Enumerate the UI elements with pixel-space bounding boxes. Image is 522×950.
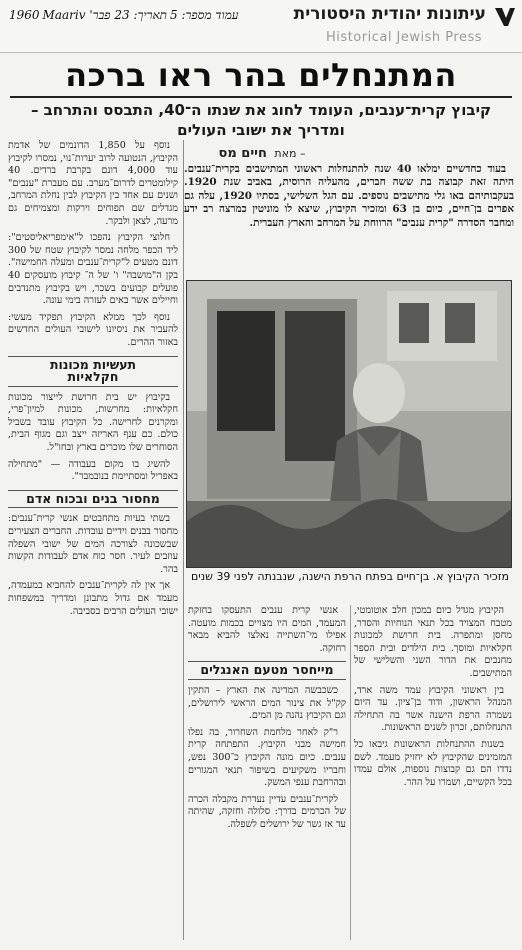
archive-header	[0, 0, 522, 53]
section-heading-shortage: מחסור בנים ובכוח אדם	[8, 490, 178, 509]
main-r-paragraph: בין ראשוני הקיבוץ עמד משה ארד, המנהל הראשון, ודוד בן־ציון. עד היום נשמרה הרפת הישנה אשר בה התחילה התנחלותם, זכרון לשנים הראשונות.	[354, 684, 512, 734]
main-l-paragraph: ר"ק לאחר מלחמת השחרור, בה נפלו חמישה מבני הקיבוץ. התפתחה קרית ענבים. כיום מונה הקיבוץ כ־300 נפש, וחבריו משקיעים בשיפור תנאי המגורים ובהרחבת ענפי המשק.	[188, 726, 346, 789]
archive-name-hebrew: עיתונות יהודית היסטורית	[293, 4, 486, 24]
article-subhead: קיבוץ קרית־ענבים, העומד לחוג את שנתו ה־40, התבסס והתרחב – ומדריך את ישובי העולים	[30, 101, 492, 139]
byline-prefix: – מאת	[274, 147, 306, 160]
main-l-paragraph: אנשי קרית ענבים התעסקו בחזקת המעמד, המים היו מצויים בכמות מועטה. אפילו מי־השתייה נאלצו להביא מבאר רחוקה.	[188, 605, 346, 654]
industry-paragraph: להשיג בו מקום בעבודה — "מתחילה באפריל ומסתיימת בנובמבר".	[8, 458, 178, 483]
jpress-logo-icon	[492, 4, 518, 30]
side-column	[8, 140, 178, 940]
section-heading-water: מייחסר מטעם האנגלים	[188, 661, 346, 680]
article-byline	[162, 146, 362, 161]
source-metadata	[6, 8, 239, 23]
main-r-paragraph: הקיבוץ מגדל כיום במכון חלב אוטומטי, מטבח המצויד בכל תנאי הנוחיות והסדר, מחסן ומתפרה. בית חרושת למכונות חקלאיות ומוסך. בית הילדים ובית הספר מחנכים את הדור השני והשלישי של המתישבים.	[354, 605, 512, 679]
main-l-paragraph: כשכבשה המדינה את הארץ – התקין קק"ל את צינור המים הראשי לירושלים, וגם הקיבוץ נהנה מן המים.	[188, 684, 346, 722]
archive-name-english: Historical Jewish Press	[326, 30, 482, 45]
source-date: תאריך: 23 פבר' 1960	[9, 8, 167, 22]
shortage-paragraph: בשתי בעיות מתחבטים אנשי קרית־ענבים: מחסור בבנים וידיים עובדות. החברים הצעירים שבשכונה לצורכה המים של ישובי השפלה עוזבים לעיר. חסר כוח אדם לעבודות הקשות בהר.	[8, 513, 178, 575]
intro-paragraph: בעוד כחדשיים ימלאו 40 שנה להתנחלות ראשוני המתישבים בקרית־ענבים. היתה זאת קבוצה בת ששה חברים, מהעליה הרוסית, באביב שנת 1920. בעקבותיהם באו גלי מתישבים נוספים. עם הגל השלישי, בסתיו 1920, עלה גם אפרים בן־חיים, כיום בן 63 ומזכיר הקיבוץ, שיצא לו מוניטין כמרצה רב ידע ומחבר הסדרה "קרית ענבים" הרווחת על המרחב והארץ העברית.	[184, 163, 514, 229]
side-paragraph: נוסף על 1,850 הדונמים של אדמת הקיבוץ, הנטועה לרוב יערות־נוי, נמסרו לקיבוץ עוד 4,000 דונם בקרבת ברדים. 40 קילומטרים לדרום־מערב. עם מעברת "ענבים" ושנים עם אחד בין הקיבוץ לבין נחלת המרחב, מגדלים שם תפוחים וירקות ומצמיחים גם מרעה, לצאן ולבקר.	[8, 140, 178, 227]
photo-caption: מזכיר הקיבוץ א. בן־חיים בפתח הרפת הישנה, שנבנתה לפני 39 שנים	[190, 570, 510, 583]
byline-author: חיים מס	[218, 146, 267, 161]
main-column-right	[354, 605, 512, 940]
side-paragraph: חלוצי הקיבוץ נהפכו ל"אימפריאליסטים": ליד הכפר מלחה נמסר לקיבוץ שטח של 300 דונם מטעים ל"קרית־ענבים ומעלה החמישה". בקן ה"מושבה" ו' של ה־ קיבוץ מועסקים 40 פועלים קבועים בשכר, ויש בקיבוץ מתנדבים וחיילים אשר באים לעזרה בימי עונה.	[8, 232, 178, 307]
column-divider	[350, 605, 351, 940]
photo-illustration	[187, 281, 511, 567]
main-column-left	[188, 605, 346, 940]
shortage-paragraph: אך אין לה לקרית־ענבים להחביא במעמדה, מעמד אם גדול מתבונן ומדריך במשפחות ישובי העולים הרבים בסביבה.	[8, 580, 178, 617]
side-paragraph: נוסף לכך ממלא הקיבוץ תפקיד מעשי: להעביר את ניסיונו לישובי העולים החדשים באזור ההרים.	[8, 311, 178, 348]
section-industry-title: תעשיות מכונות	[49, 356, 137, 372]
article-headline: המתנחלים בהר ראו ברכה	[10, 54, 512, 98]
main-l-paragraph: לקרית־ענבים עדיין נעדרת מקבלה הכרה של הכרמים בדרך: סלולה וחזקה, שהיתה עד אז גשר של ירושלים לשפלה.	[188, 793, 346, 830]
section-industry-subtitle: חקלאיות	[67, 369, 119, 385]
intro-column	[184, 163, 514, 275]
side-column-divider	[183, 140, 184, 940]
section-heading-industry	[8, 356, 178, 387]
main-r-paragraph: בשנות ההתנחלות הראשונות גיבאו כל המזמינים שהקיבוץ לא יחזיק מעמד. לשם נדדו הם גם קבוצות נוספות, אולם עמדו בכל הקשיים, ושמרו על ההר.	[354, 738, 512, 788]
source-paper: Maariv	[42, 8, 86, 22]
article-photo	[186, 280, 512, 568]
industry-paragraph: בקיבוץ יש בית חרושת לייצור מכונות חקלאיות: מחרשות, מכונות למיון־פרי, ומקרנים לחרישה. כל הקיבוץ עובד בשביל כולם. כם ענף האריזה ייצב וגם מגוף הבית, הסוחרים שלו מוכרים בארץ ובחו"ל.	[8, 391, 178, 454]
source-page: עמוד מספר: 5	[170, 8, 239, 22]
